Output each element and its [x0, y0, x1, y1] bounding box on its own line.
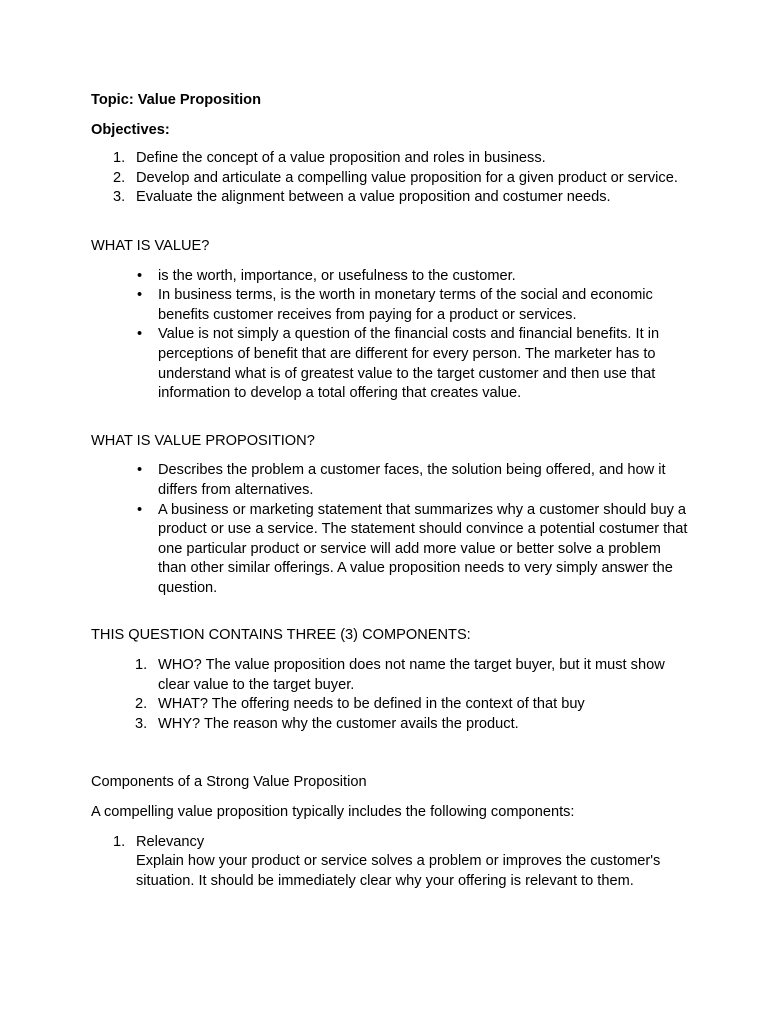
document-page [91, 91, 691, 891]
list-item: • Describes the problem a customer faces, the solution being offered, and how it differs from alternatives. [137, 462, 666, 498]
list-item [91, 833, 691, 892]
components-list [91, 656, 691, 734]
list-number: 2. [135, 696, 148, 713]
what-is-value-heading: WHAT IS VALUE? [91, 237, 210, 254]
what-is-value-proposition-heading: WHAT IS VALUE PROPOSITION? [91, 432, 315, 449]
what-is-value-list [91, 267, 691, 404]
list-number: 3. [113, 189, 126, 206]
bullet-icon: • [137, 267, 143, 284]
list-item: • In business terms, is the worth in monetary terms of the social and economic benefits customer receives from paying for a product or services. [137, 287, 653, 323]
objectives-heading: Objectives: [91, 121, 170, 138]
list-number: 1. [113, 150, 126, 167]
topic-title: Topic: Value Proposition [91, 92, 262, 108]
list-item: • Value is not simply a question of the financial costs and financial benefits. It in perceptions of benefit that are different for every person. The marketer has to understand what is of greatest value to the target customer and then use that information to develop a total offering that creates value. [137, 326, 660, 402]
list-number: 3. [135, 715, 148, 732]
list-item: 3. WHY? The reason why the customer avails the product. [91, 715, 691, 735]
components-heading: THIS QUESTION CONTAINS THREE (3) COMPONENTS: [91, 627, 471, 644]
what-is-value-proposition-list [91, 461, 691, 598]
list-number: 1. [135, 657, 148, 674]
list-number: 1. [113, 833, 126, 850]
list-item: 3. Evaluate the alignment between a value proposition and costumer needs. [91, 188, 691, 208]
strong-vp-heading: Components of a Strong Value Proposition [91, 774, 367, 791]
list-item: 1. WHO? The value proposition does not name the target buyer, but it must show clear value to the target buyer. [135, 657, 665, 693]
list-item-text: Explain how your product or service solves a problem or improves the customer's situation. It should be immediately clear why your offering is relevant to them. [136, 853, 661, 889]
strong-vp-list [91, 833, 691, 892]
objectives-list [91, 149, 691, 208]
bullet-icon: • [137, 462, 143, 479]
list-item: • A business or marketing statement that summarizes why a customer should buy a product or use a service. The statement should convince a potential costumer that one particular product or service will add more value or better solve a problem than other similar offerings. A value proposition needs to very simply answer the question. [137, 501, 688, 596]
list-item: 2. WHAT? The offering needs to be defined in the context of that buy [91, 695, 691, 715]
list-item: • is the worth, importance, or usefulness to the customer. [91, 267, 691, 287]
strong-vp-intro: A compelling value proposition typically includes the following components: [91, 804, 575, 821]
list-item: 1. Define the concept of a value proposition and roles in business. [91, 149, 691, 169]
bullet-icon: • [137, 287, 143, 304]
list-item-title: Relevancy [136, 833, 205, 850]
list-number: 2. [113, 169, 126, 186]
bullet-icon: • [137, 326, 143, 343]
bullet-icon: • [137, 501, 143, 518]
list-item: 2. Develop and articulate a compelling value proposition for a given product or service. [91, 169, 691, 189]
